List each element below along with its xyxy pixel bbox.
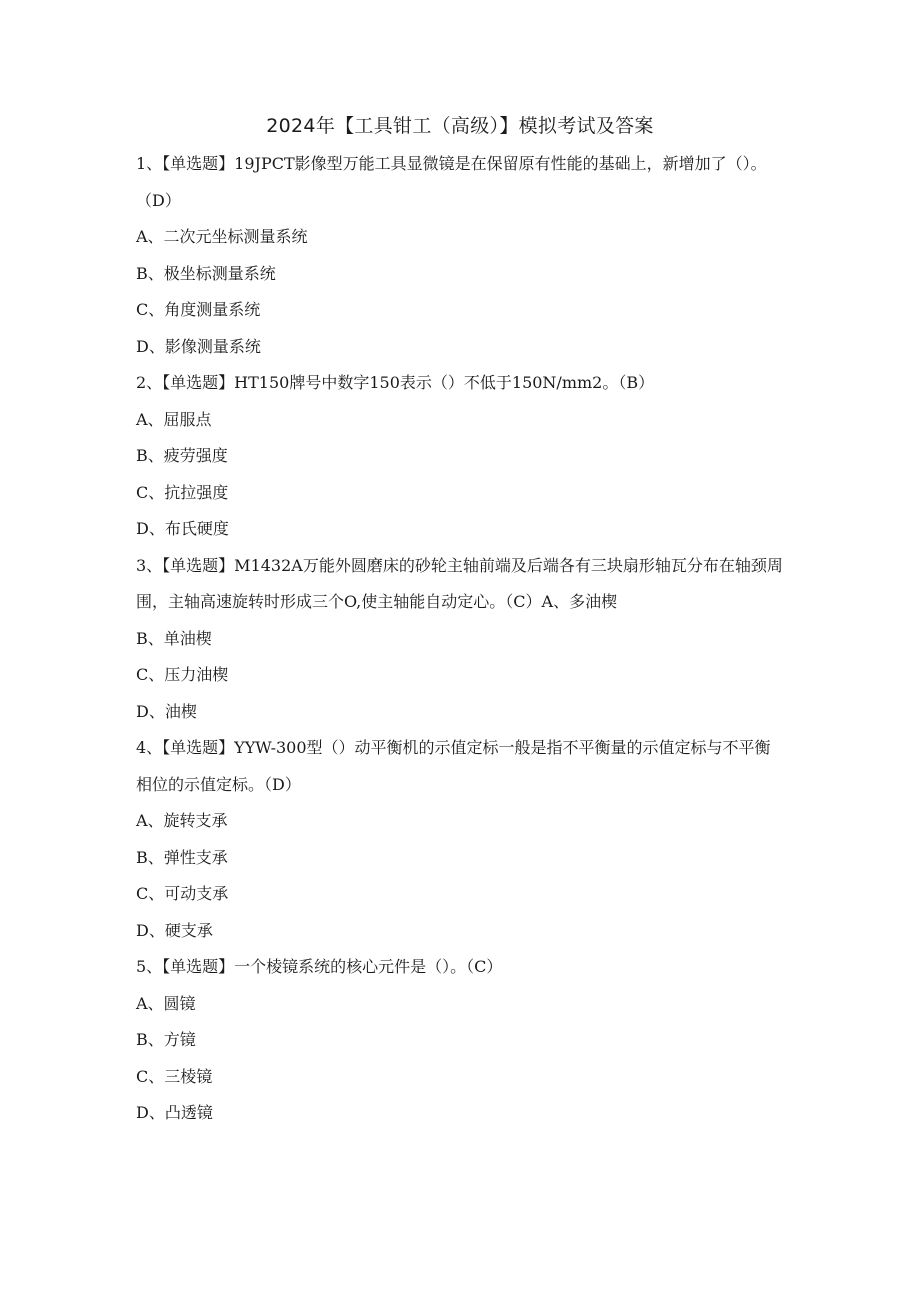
option-b: B、疲劳强度 [136, 446, 228, 465]
option-c: C、三棱镜 [136, 1066, 213, 1086]
option-a: A、屈服点 [136, 409, 212, 429]
question-stem: 1、【单选题】19JPCT影像型万能工具显微镜是在保留原有性能的基础上，新增加了（）。（D） [136, 154, 767, 210]
option-d: D、油楔 [136, 701, 197, 721]
option-a: A、圆镜 [136, 993, 196, 1013]
option-a: A、旋转支承 [136, 811, 228, 830]
option-d: D、硬支承 [136, 920, 213, 940]
option-c: C、压力油楔 [136, 665, 229, 684]
option-b: B、弹性支承 [136, 847, 228, 867]
document-title: 2024年【工具钳工（高级）】模拟考试及答案 [266, 115, 654, 137]
option-c: C、可动支承 [136, 884, 229, 903]
option-d: D、影像测量系统 [136, 336, 261, 356]
option-b: B、单油楔 [136, 628, 212, 648]
option-b: B、方镜 [136, 1030, 196, 1049]
question-list [136, 146, 786, 1132]
question-3 [136, 548, 786, 731]
option-d: D、布氏硬度 [136, 519, 229, 538]
option-c: C、抗拉强度 [136, 482, 229, 502]
question-stem: 3、【单选题】M1432A万能外圆磨床的砂轮主轴前端及后端各有三块扇形轴瓦分布在轴颈周围，主轴高速旋转时形成三个O,使主轴能自动定心。（C）A、多油楔 [136, 555, 783, 611]
option-a: A、二次元坐标测量系统 [136, 227, 308, 246]
question-stem: 2、【单选题】HT150牌号中数字150表示（）不低于150N/mm2。（B） [136, 373, 655, 392]
option-c: C、角度测量系统 [136, 300, 261, 319]
question-2 [136, 365, 786, 548]
option-b: B、极坐标测量系统 [136, 263, 276, 283]
question-stem: 5、【单选题】一个棱镜系统的核心元件是（）。（C） [136, 957, 503, 976]
question-1 [136, 146, 786, 365]
question-5 [136, 949, 786, 1132]
option-d: D、凸透镜 [136, 1103, 213, 1122]
question-4 [136, 730, 786, 949]
question-stem: 4、【单选题】YYW-300型（）动平衡机的示值定标一般是指不平衡量的示值定标与不平衡相位的示值定标。（D） [136, 738, 771, 794]
